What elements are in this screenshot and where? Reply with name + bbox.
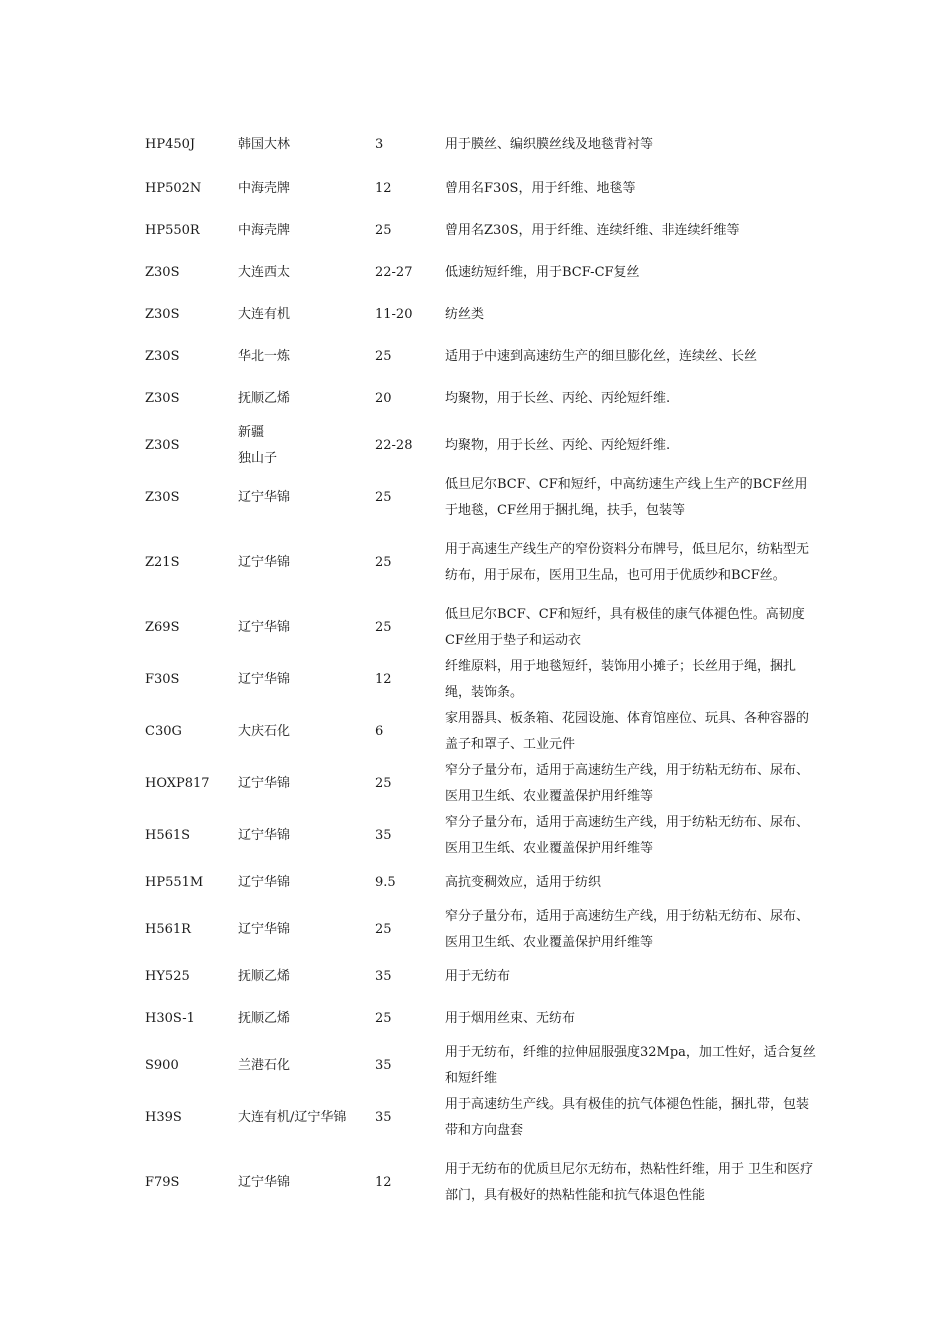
manufacturer-cell: 辽宁华锦 — [238, 922, 291, 937]
application-cell: 用于高速纺生产线。具有极佳的抗气体褪色性能，捆扎带，包装带和方向盘套 — [445, 1097, 810, 1138]
manufacturer-cell: 兰港石化 — [238, 1058, 291, 1073]
manufacturer-cell: 大庆石化 — [238, 724, 291, 739]
table-row — [145, 956, 825, 998]
manufacturer-cell: 辽宁华锦 — [238, 1175, 291, 1190]
melt-flow-cell: 11-20 — [375, 307, 413, 322]
manufacturer-cell: 辽宁华锦 — [238, 620, 291, 635]
grade-cell: HP450J — [145, 137, 196, 152]
grade-cell: HP551M — [145, 875, 204, 890]
table-row — [145, 252, 825, 294]
table-row — [145, 524, 825, 602]
melt-flow-cell: 25 — [375, 555, 392, 570]
application-cell: 窄分子量分布，适用于高速纺生产线，用于纺粘无纺布、尿布、医用卫生纸、农业覆盖保护用纤维等 — [445, 815, 810, 856]
grade-cell: HP502N — [145, 181, 202, 196]
application-cell: 曾用名Z30S，用于纤维、连续纤维、非连续纤维等 — [445, 223, 740, 238]
grade-cell: HP550R — [145, 223, 200, 238]
grade-cell: HY525 — [145, 969, 190, 984]
grade-cell: Z30S — [145, 265, 180, 280]
melt-flow-cell: 35 — [375, 1058, 392, 1073]
table-row — [145, 472, 825, 524]
manufacturer-cell: 辽宁华锦 — [238, 555, 291, 570]
table-row — [145, 862, 825, 904]
manufacturer-cell: 抚顺乙烯 — [238, 969, 291, 984]
melt-flow-cell: 25 — [375, 922, 392, 937]
application-cell: 用于无纺布 — [445, 969, 511, 984]
application-cell: 均聚物，用于长丝、丙纶、丙纶短纤维. — [445, 391, 671, 406]
application-cell: 用于高速生产线生产的窄份资料分布牌号，低旦尼尔，纺粘型无纺布，用于尿布，医用卫生品，也可用于优质纱和BCF丝。 — [445, 542, 810, 583]
table-row — [145, 1040, 825, 1092]
application-cell: 家用器具、板条箱、花园设施、体育馆座位、玩具、各种容器的盖子和罩子、工业元件 — [445, 711, 810, 752]
application-cell: 窄分子量分布，适用于高速纺生产线，用于纺粘无纺布、尿布、医用卫生纸、农业覆盖保护用纤维等 — [445, 909, 810, 950]
grade-cell: Z30S — [145, 349, 180, 364]
application-cell: 适用于中速到高速纺生产的细旦膨化丝，连续丝、长丝 — [445, 349, 758, 364]
application-cell: 用于膜丝、编织膜丝线及地毯背衬等 — [445, 137, 654, 152]
manufacturer-cell: 韩国大林 — [238, 137, 291, 152]
table-row — [145, 654, 825, 706]
application-cell: 曾用名F30S，用于纤维、地毯等 — [445, 181, 636, 196]
grade-cell: H561R — [145, 922, 191, 937]
melt-flow-cell: 25 — [375, 620, 392, 635]
application-cell: 低旦尼尔BCF、CF和短纤，具有极佳的康气体褪色性。高韧度CF丝用于垫子和运动衣 — [445, 607, 805, 648]
table-row — [145, 336, 825, 378]
table-row — [145, 706, 825, 758]
melt-flow-cell: 12 — [375, 181, 392, 196]
melt-flow-cell: 3 — [375, 137, 384, 152]
table-row — [145, 1144, 825, 1222]
table-row — [145, 1092, 825, 1144]
application-cell: 高抗变稠效应，适用于纺织 — [445, 875, 602, 890]
application-cell: 均聚物，用于长丝、丙纶、丙纶短纤维. — [445, 438, 671, 453]
grade-cell: H561S — [145, 828, 191, 843]
grade-cell: H30S-1 — [145, 1011, 195, 1026]
melt-flow-cell: 25 — [375, 1011, 392, 1026]
table-row — [145, 998, 825, 1040]
melt-flow-cell: 9.5 — [375, 875, 396, 890]
product-grade-table — [145, 122, 825, 1222]
grade-cell: H39S — [145, 1110, 182, 1125]
melt-flow-cell: 22-28 — [375, 438, 413, 453]
table-row — [145, 294, 825, 336]
melt-flow-cell: 12 — [375, 672, 392, 687]
manufacturer-cell: 抚顺乙烯 — [238, 391, 291, 406]
application-cell: 用于无纺布的优质旦尼尔无纺布，热粘性纤维，用于 卫生和医疗部门，具有极好的热粘性能和抗气体退色性能 — [445, 1162, 814, 1203]
grade-cell: Z21S — [145, 555, 180, 570]
grade-cell: F30S — [145, 672, 180, 687]
manufacturer-cell: 辽宁华锦 — [238, 875, 291, 890]
grade-cell: F79S — [145, 1175, 180, 1190]
table-row — [145, 210, 825, 252]
melt-flow-cell: 22-27 — [375, 265, 413, 280]
application-cell: 纺丝类 — [445, 307, 485, 322]
manufacturer-cell: 中海壳牌 — [238, 181, 291, 196]
manufacturer-cell: 大连有机/辽宁华锦 — [238, 1110, 347, 1125]
melt-flow-cell: 35 — [375, 828, 392, 843]
grade-cell: C30G — [145, 724, 182, 739]
melt-flow-cell: 20 — [375, 391, 392, 406]
application-cell: 低旦尼尔BCF、CF和短纤，中高纺速生产线上生产的BCF丝用于地毯，CF丝用于捆扎绳，扶手，包装等 — [445, 477, 808, 518]
manufacturer-cell: 辽宁华锦 — [238, 776, 291, 791]
manufacturer-cell: 大连西太 — [238, 265, 291, 280]
melt-flow-cell: 35 — [375, 1110, 392, 1125]
manufacturer-cell: 辽宁华锦 — [238, 828, 291, 843]
manufacturer-cell: 辽宁华锦 — [238, 490, 291, 505]
manufacturer-cell: 华北一炼 — [238, 349, 291, 364]
table-row — [145, 420, 825, 472]
grade-cell: Z30S — [145, 307, 180, 322]
manufacturer-cell: 中海壳牌 — [238, 223, 291, 238]
application-cell: 低速纺短纤维，用于BCF-CF复丝 — [445, 265, 640, 280]
grade-cell: Z30S — [145, 490, 180, 505]
application-cell: 纤维原料，用于地毯短纤，装饰用小摊子；长丝用于绳，捆扎绳，装饰条。 — [445, 659, 797, 700]
table-row — [145, 602, 825, 654]
table-row — [145, 378, 825, 420]
melt-flow-cell: 25 — [375, 776, 392, 791]
table-row — [145, 168, 825, 210]
melt-flow-cell: 25 — [375, 223, 392, 238]
manufacturer-cell: 辽宁华锦 — [238, 672, 291, 687]
manufacturer-cell: 抚顺乙烯 — [238, 1011, 291, 1026]
melt-flow-cell: 35 — [375, 969, 392, 984]
manufacturer-cell: 大连有机 — [238, 307, 291, 322]
grade-cell: Z69S — [145, 620, 180, 635]
grade-cell: S900 — [145, 1058, 179, 1073]
grade-cell: Z30S — [145, 438, 180, 453]
application-cell: 用于无纺布，纤维的拉伸屈服强度32Mpa，加工性好，适合复丝和短纤维 — [445, 1045, 816, 1086]
table-row — [145, 810, 825, 862]
melt-flow-cell: 12 — [375, 1175, 392, 1190]
grade-cell: HOXP817 — [145, 776, 210, 791]
melt-flow-cell: 25 — [375, 349, 392, 364]
table-row — [145, 904, 825, 956]
grade-cell: Z30S — [145, 391, 180, 406]
manufacturer-cell: 新疆 独山子 — [238, 425, 278, 466]
table-row — [145, 758, 825, 810]
application-cell: 用于烟用丝束、无纺布 — [445, 1011, 576, 1026]
melt-flow-cell: 6 — [375, 724, 384, 739]
table-row — [145, 122, 825, 168]
application-cell: 窄分子量分布，适用于高速纺生产线，用于纺粘无纺布、尿布、医用卫生纸、农业覆盖保护用纤维等 — [445, 763, 810, 804]
melt-flow-cell: 25 — [375, 490, 392, 505]
